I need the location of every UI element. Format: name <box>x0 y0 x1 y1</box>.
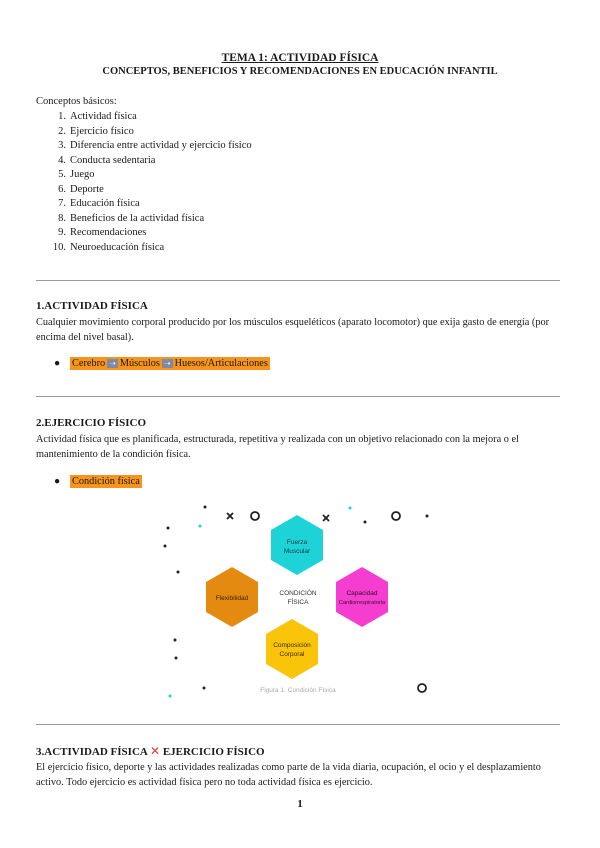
hex-left-label: Flexibilidad <box>215 595 249 602</box>
section2-bullet <box>54 476 142 487</box>
hex-top-label-line2: Muscular <box>283 548 311 555</box>
list-item: 10. Neuroeducación física <box>52 241 165 253</box>
divider <box>36 724 560 725</box>
list-item: 4. Conducta sedentaria <box>58 154 156 166</box>
diagram-center-line2: FÍSICA <box>287 599 309 606</box>
section1-heading: 1.ACTIVIDAD FÍSICA <box>36 300 148 312</box>
section2-body: Actividad física que es planificada, estructurada, repetitiva y realizada con un objetivo relacionado con la mejora o el mantenimiento de la condición física. <box>36 434 519 460</box>
section1-body: Cualquier movimiento corporal producido por los músculos esqueléticos (aparato locomotor) que exija gasto de energía (por encima del nivel basal). <box>36 317 550 343</box>
section3-heading: 3.ACTIVIDAD FÍSICA ✕ EJERCICIO FÍSICO <box>36 744 265 758</box>
hexagon-capacidad-cardiorrespiratoria <box>336 567 388 627</box>
section2-heading: 2.EJERCICIO FÍSICO <box>36 417 147 429</box>
hex-top-label-line1: Fuerza <box>286 539 308 546</box>
close-icon <box>227 513 329 521</box>
highlighted-text: Condición física <box>72 476 140 487</box>
page-number: 1 <box>297 798 303 810</box>
document-title: TEMA 1: ACTIVIDAD FÍSICA <box>221 52 379 64</box>
document-subtitle: CONCEPTOS, BENEFICIOS Y RECOMENDACIONES EN EDUCACIÓN INFANTIL <box>102 66 498 77</box>
divider <box>36 280 560 281</box>
concepts-label: Conceptos básicos: <box>36 96 117 107</box>
list-item: 9. Recomendaciones <box>58 227 147 238</box>
section3-body: El ejercicio físico, deporte y las actividades realizadas como parte de la vida diaria, ocupación, el ocio y el desplazamiento activo. Todo ejercicio es actividad física pero no toda actividad física es ejercicio. <box>36 762 541 788</box>
list-item: 6. Deporte <box>58 183 104 195</box>
section1-bullet <box>54 358 270 369</box>
list-item: 1. Actividad física <box>58 111 137 122</box>
list-item: 2. Ejercicio físico <box>58 125 134 137</box>
divider <box>36 396 560 397</box>
list-item: 3. Diferencia entre actividad y ejercicio físico <box>58 140 252 151</box>
diagram-caption: Figura 1. Condición Física <box>260 687 336 694</box>
list-item: 7. Educación física <box>58 198 140 209</box>
physical-fitness-diagram <box>160 500 440 700</box>
decorative-dots-cyan <box>169 507 352 698</box>
highlighted-chain: Cerebro ➝ Músculos ➝ Huesos/Articulaciones <box>72 358 268 369</box>
cross-icon: ✕ <box>150 744 161 758</box>
concept-list <box>36 110 252 255</box>
bullet-icon: ● <box>54 358 61 369</box>
hex-bottom-label-line2: Corporal <box>279 651 305 658</box>
bullet-icon: ● <box>54 476 61 487</box>
hex-right-label-line1: Capacidad <box>346 590 378 597</box>
arrow-right-icon: ➝ <box>163 359 171 368</box>
diagram-center-line1: CONDICIÓN <box>279 590 317 597</box>
hex-right-label-line2: Cardiorrespiratoria <box>338 600 386 606</box>
hexagon-composicion-corporal <box>266 619 318 679</box>
list-item: 8. Beneficios de la actividad física <box>58 212 205 224</box>
hex-bottom-label-line1: Composición <box>273 642 311 649</box>
list-item: 5. Juego <box>58 169 95 180</box>
arrow-right-icon: ➝ <box>109 359 116 368</box>
